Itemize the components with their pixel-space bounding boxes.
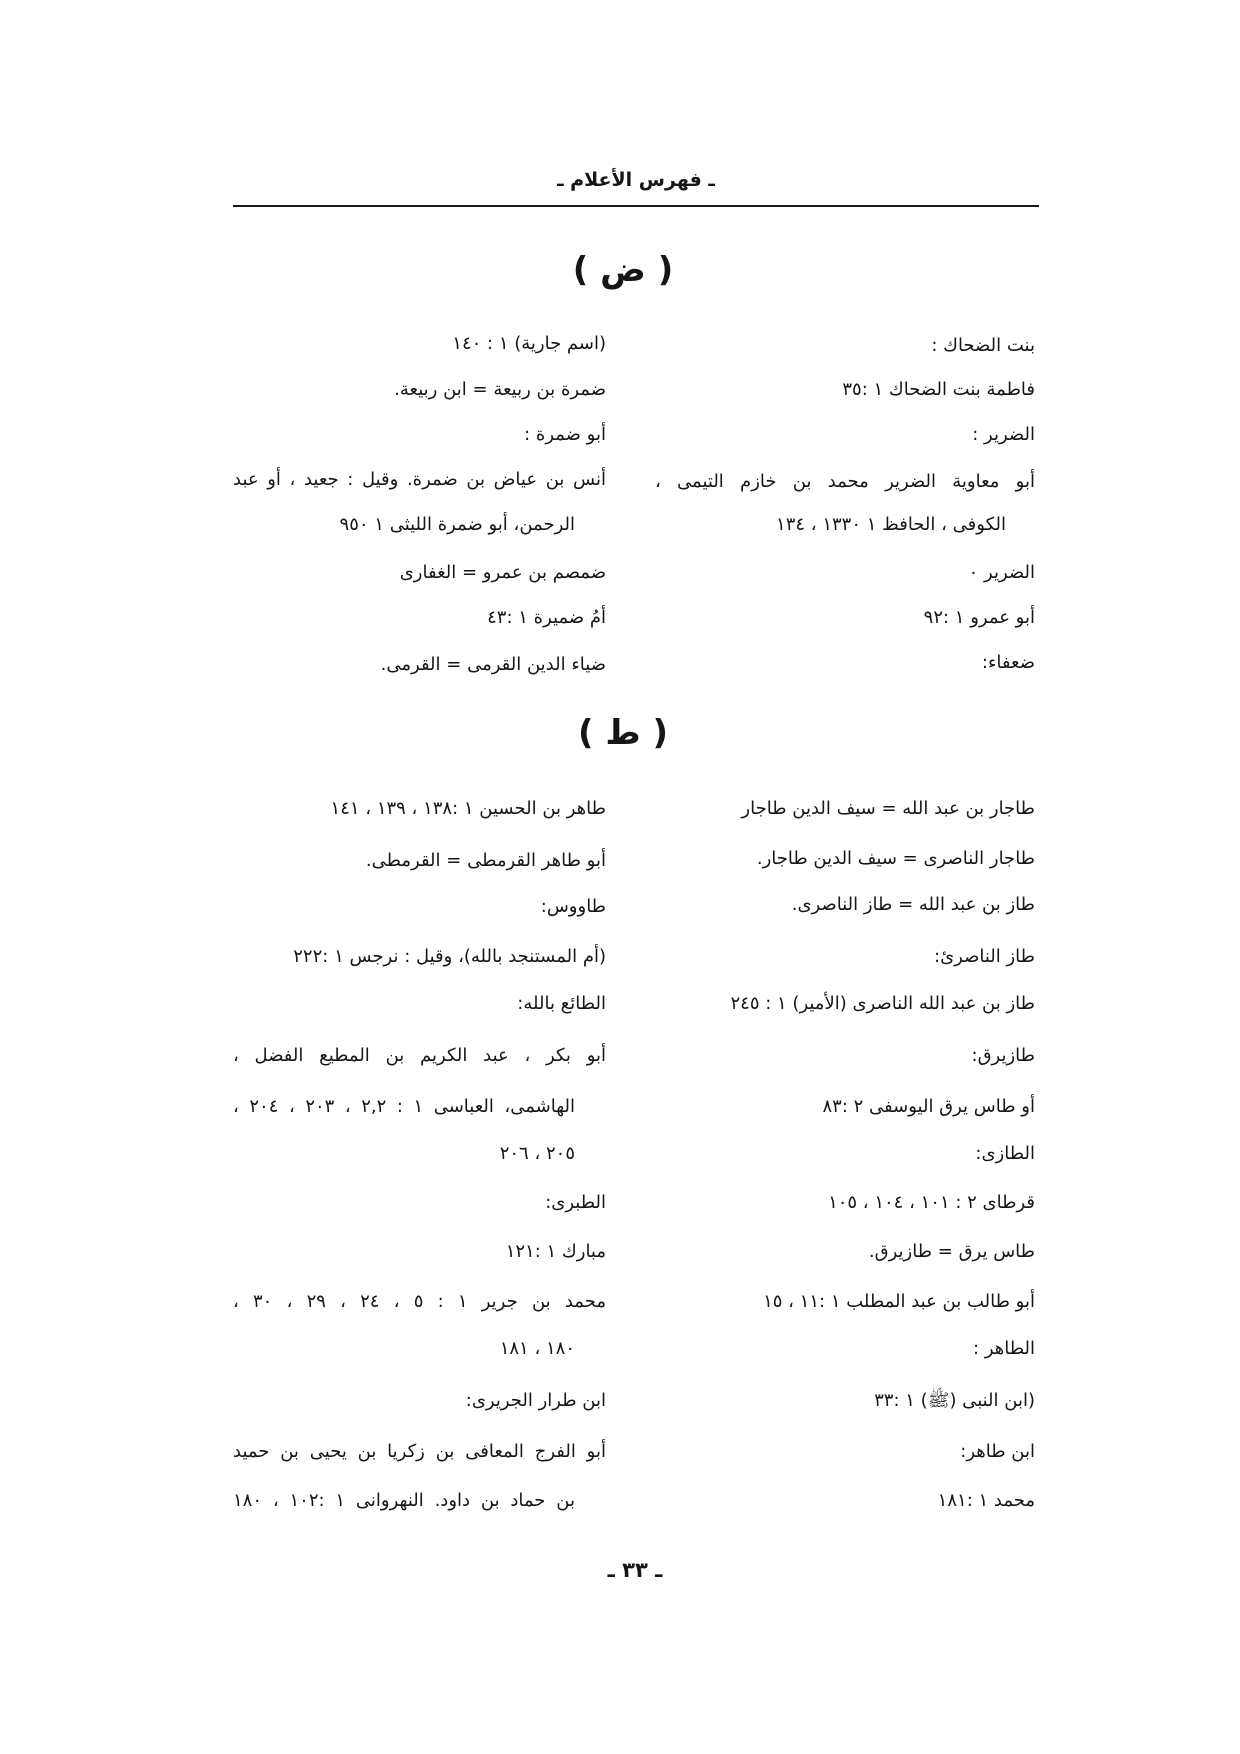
index-entry-line: الهاشمى، العباسى ١ : ٢,٢ ، ٢٠٣ ، ٢٠٤ ،	[233, 1096, 575, 1117]
section-heading: ( ض )	[572, 250, 674, 290]
running-header: ـ فهرس الأعلام ـ	[557, 169, 715, 191]
index-entry-line: طاهر بن الحسين ١ :١٣٨ ، ١٣٩ ، ١٤١	[330, 798, 606, 819]
index-entry-line: أبو معاوية الضرير محمد بن خازم التيمى ،	[655, 471, 1035, 492]
index-entry-line: أنس بن عياض بن ضمرة. وقيل : جعيد ، أو عبد	[233, 469, 606, 490]
index-entry-line: (ابن النبى (ﷺ) ١ :٣٣	[874, 1390, 1035, 1411]
index-entry-line: طاز الناصرئ:	[934, 946, 1035, 967]
index-entry-line: طازيرق:	[971, 1045, 1035, 1066]
page-number: ـ ٣٣ ـ	[607, 1558, 663, 1582]
index-entry-line: طاووس:	[540, 896, 606, 917]
index-entry-line: الضرير ٠	[968, 562, 1035, 583]
index-entry-line: قرطاى ٢ : ١٠١ ، ١٠٤ ، ١٠٥	[828, 1192, 1035, 1213]
index-entry-line: الكوفى ، الحافظ ١ ١٣٣٠ ، ١٣٤	[776, 514, 1006, 535]
index-entry-line: الرحمن، أبو ضمرة الليثى ١ ٩٥٠	[339, 514, 575, 535]
index-entry-line: الطبرى:	[545, 1192, 606, 1213]
index-entry-line: أمُ ضميرة ١ :٤٣	[487, 607, 606, 628]
index-entry-line: ٢٠٥ ، ٢٠٦	[499, 1143, 575, 1164]
index-entry-line: فاطمة بنت الضحاك ١ :٣٥	[842, 379, 1035, 400]
index-entry-line: الطازى:	[975, 1143, 1035, 1164]
index-entry-line: محمد بن جرير ١ : ٥ ، ٢٤ ، ٢٩ ، ٣٠ ،	[233, 1291, 606, 1312]
index-entry-line: ضعفاء:	[981, 652, 1035, 673]
index-entry-line: ضمصم بن عمرو = الغفارى	[399, 562, 606, 583]
index-entry-line: أبو ضمرة :	[524, 424, 606, 445]
index-entry-line: الطاهر :	[973, 1338, 1035, 1359]
index-entry-line: ابن طرار الجريرى:	[465, 1390, 606, 1411]
index-entry-line: (اسم جارية) ١ : ١٤٠	[452, 333, 606, 354]
index-entry-line: ضياء الدين القرمى = القرمى.	[380, 654, 606, 675]
index-entry-line: بن حماد بن داود. النهروانى ١ :١٠٢ ، ١٨٠	[233, 1490, 575, 1511]
index-entry-line: محمد ١ :١٨١	[937, 1490, 1035, 1511]
section-heading: ( ط )	[577, 713, 669, 753]
index-entry-line: أبو طاهر القرمطى = القرمطى.	[365, 850, 606, 871]
index-entry-line: طاجار بن عبد الله = سيف الدين طاجار	[741, 798, 1035, 819]
header-rule	[233, 205, 1039, 207]
index-entry-line: بنت الضحاك :	[931, 335, 1035, 356]
index-entry-line: طاجار الناصرى = سيف الدين طاجار.	[756, 848, 1035, 869]
index-entry-line: مبارك ١ :١٢١	[505, 1241, 606, 1262]
index-entry-line: الطائع بالله:	[517, 993, 606, 1014]
index-entry-line: أبو عمرو ١ :٩٢	[923, 607, 1035, 628]
index-entry-line: طاز بن عبد الله الناصرى (الأمير) ١ : ٢٤٥	[730, 993, 1035, 1014]
index-entry-line: ابن طاهر:	[960, 1441, 1035, 1462]
index-entry-line: أبو طالب بن عبد المطلب ١ :١١ ، ١٥	[763, 1291, 1035, 1312]
index-entry-line: أبو الفرج المعافى بن زكريا بن يحيى بن حميد	[233, 1441, 606, 1462]
index-entry-line: الضرير :	[972, 424, 1035, 445]
index-entry-line: ضمرة بن ربيعة = ابن ربيعة.	[394, 379, 606, 400]
index-entry-line: أبو بكر ، عبد الكريم بن المطيع الفضل ،	[233, 1045, 606, 1066]
index-entry-line: طاس يرق = طازيرق.	[868, 1241, 1035, 1262]
index-entry-line: ١٨٠ ، ١٨١	[499, 1338, 575, 1359]
index-entry-line: طاز بن عبد الله = طاز الناصرى.	[791, 894, 1035, 915]
index-entry-line: (أم المستنجد بالله)، وقيل : نرجس ١ :٢٢٢	[293, 946, 606, 967]
index-entry-line: أو طاس يرق اليوسفى ٢ :٨٣	[822, 1096, 1035, 1117]
